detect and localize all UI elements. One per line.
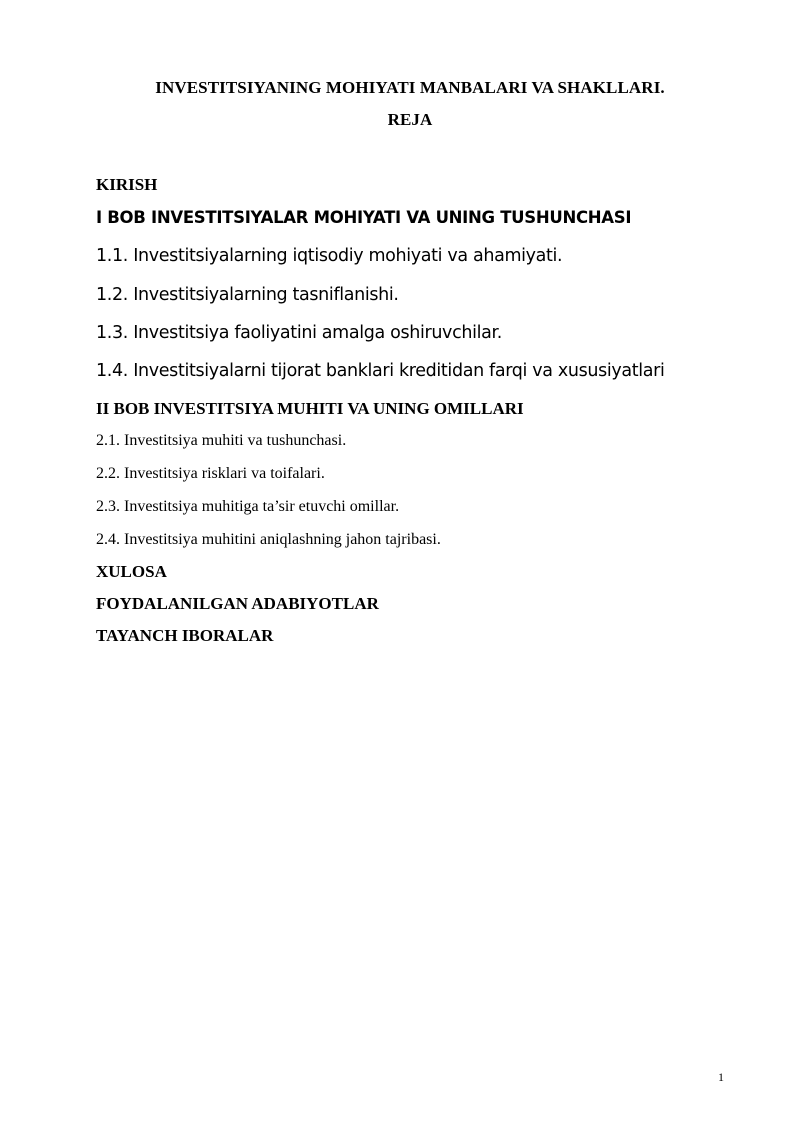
intro-heading: KIRISH <box>96 175 158 194</box>
page-number: 1 <box>718 1070 724 1084</box>
conclusion-heading: XULOSA <box>96 562 167 581</box>
keywords-heading: TAYANCH IBORALAR <box>96 626 274 645</box>
chapter1-heading: I BOB INVESTITSIYALAR MOHIYATI VA UNING TUSHUNCHASI <box>96 208 632 227</box>
chapter1-item-3: 1.3. Investitsiya faoliyatini amalga oshiruvchilar. <box>96 323 502 343</box>
chapter2-item-1: 2.1. Investitsiya muhiti va tushunchasi. <box>96 432 347 449</box>
plan-heading: REJA <box>387 110 433 129</box>
chapter2-item-2: 2.2. Investitsiya risklari va toifalari. <box>96 465 325 482</box>
document-title: INVESTITSIYANING MOHIYATI MANBALARI VA SHAKLLARI. <box>155 78 665 97</box>
chapter1-item-4: 1.4. Investitsiyalarni tijorat banklari kreditidan farqi va xususiyatlari <box>96 361 665 381</box>
chapter1-item-1: 1.1. Investitsiyalarning iqtisodiy mohiyati va ahamiyati. <box>96 246 563 266</box>
chapter2-item-3: 2.3. Investitsiya muhitiga ta’sir etuvchi omillar. <box>96 498 400 515</box>
references-heading: FOYDALANILGAN ADABIYOTLAR <box>96 594 379 613</box>
chapter1-item-2: 1.2. Investitsiyalarning tasniflanishi. <box>96 285 399 305</box>
chapter2-item-4: 2.4. Investitsiya muhitini aniqlashning jahon tajribasi. <box>96 531 441 548</box>
chapter2-heading: II BOB INVESTITSIYA MUHITI VA UNING OMILLARI <box>96 399 524 418</box>
